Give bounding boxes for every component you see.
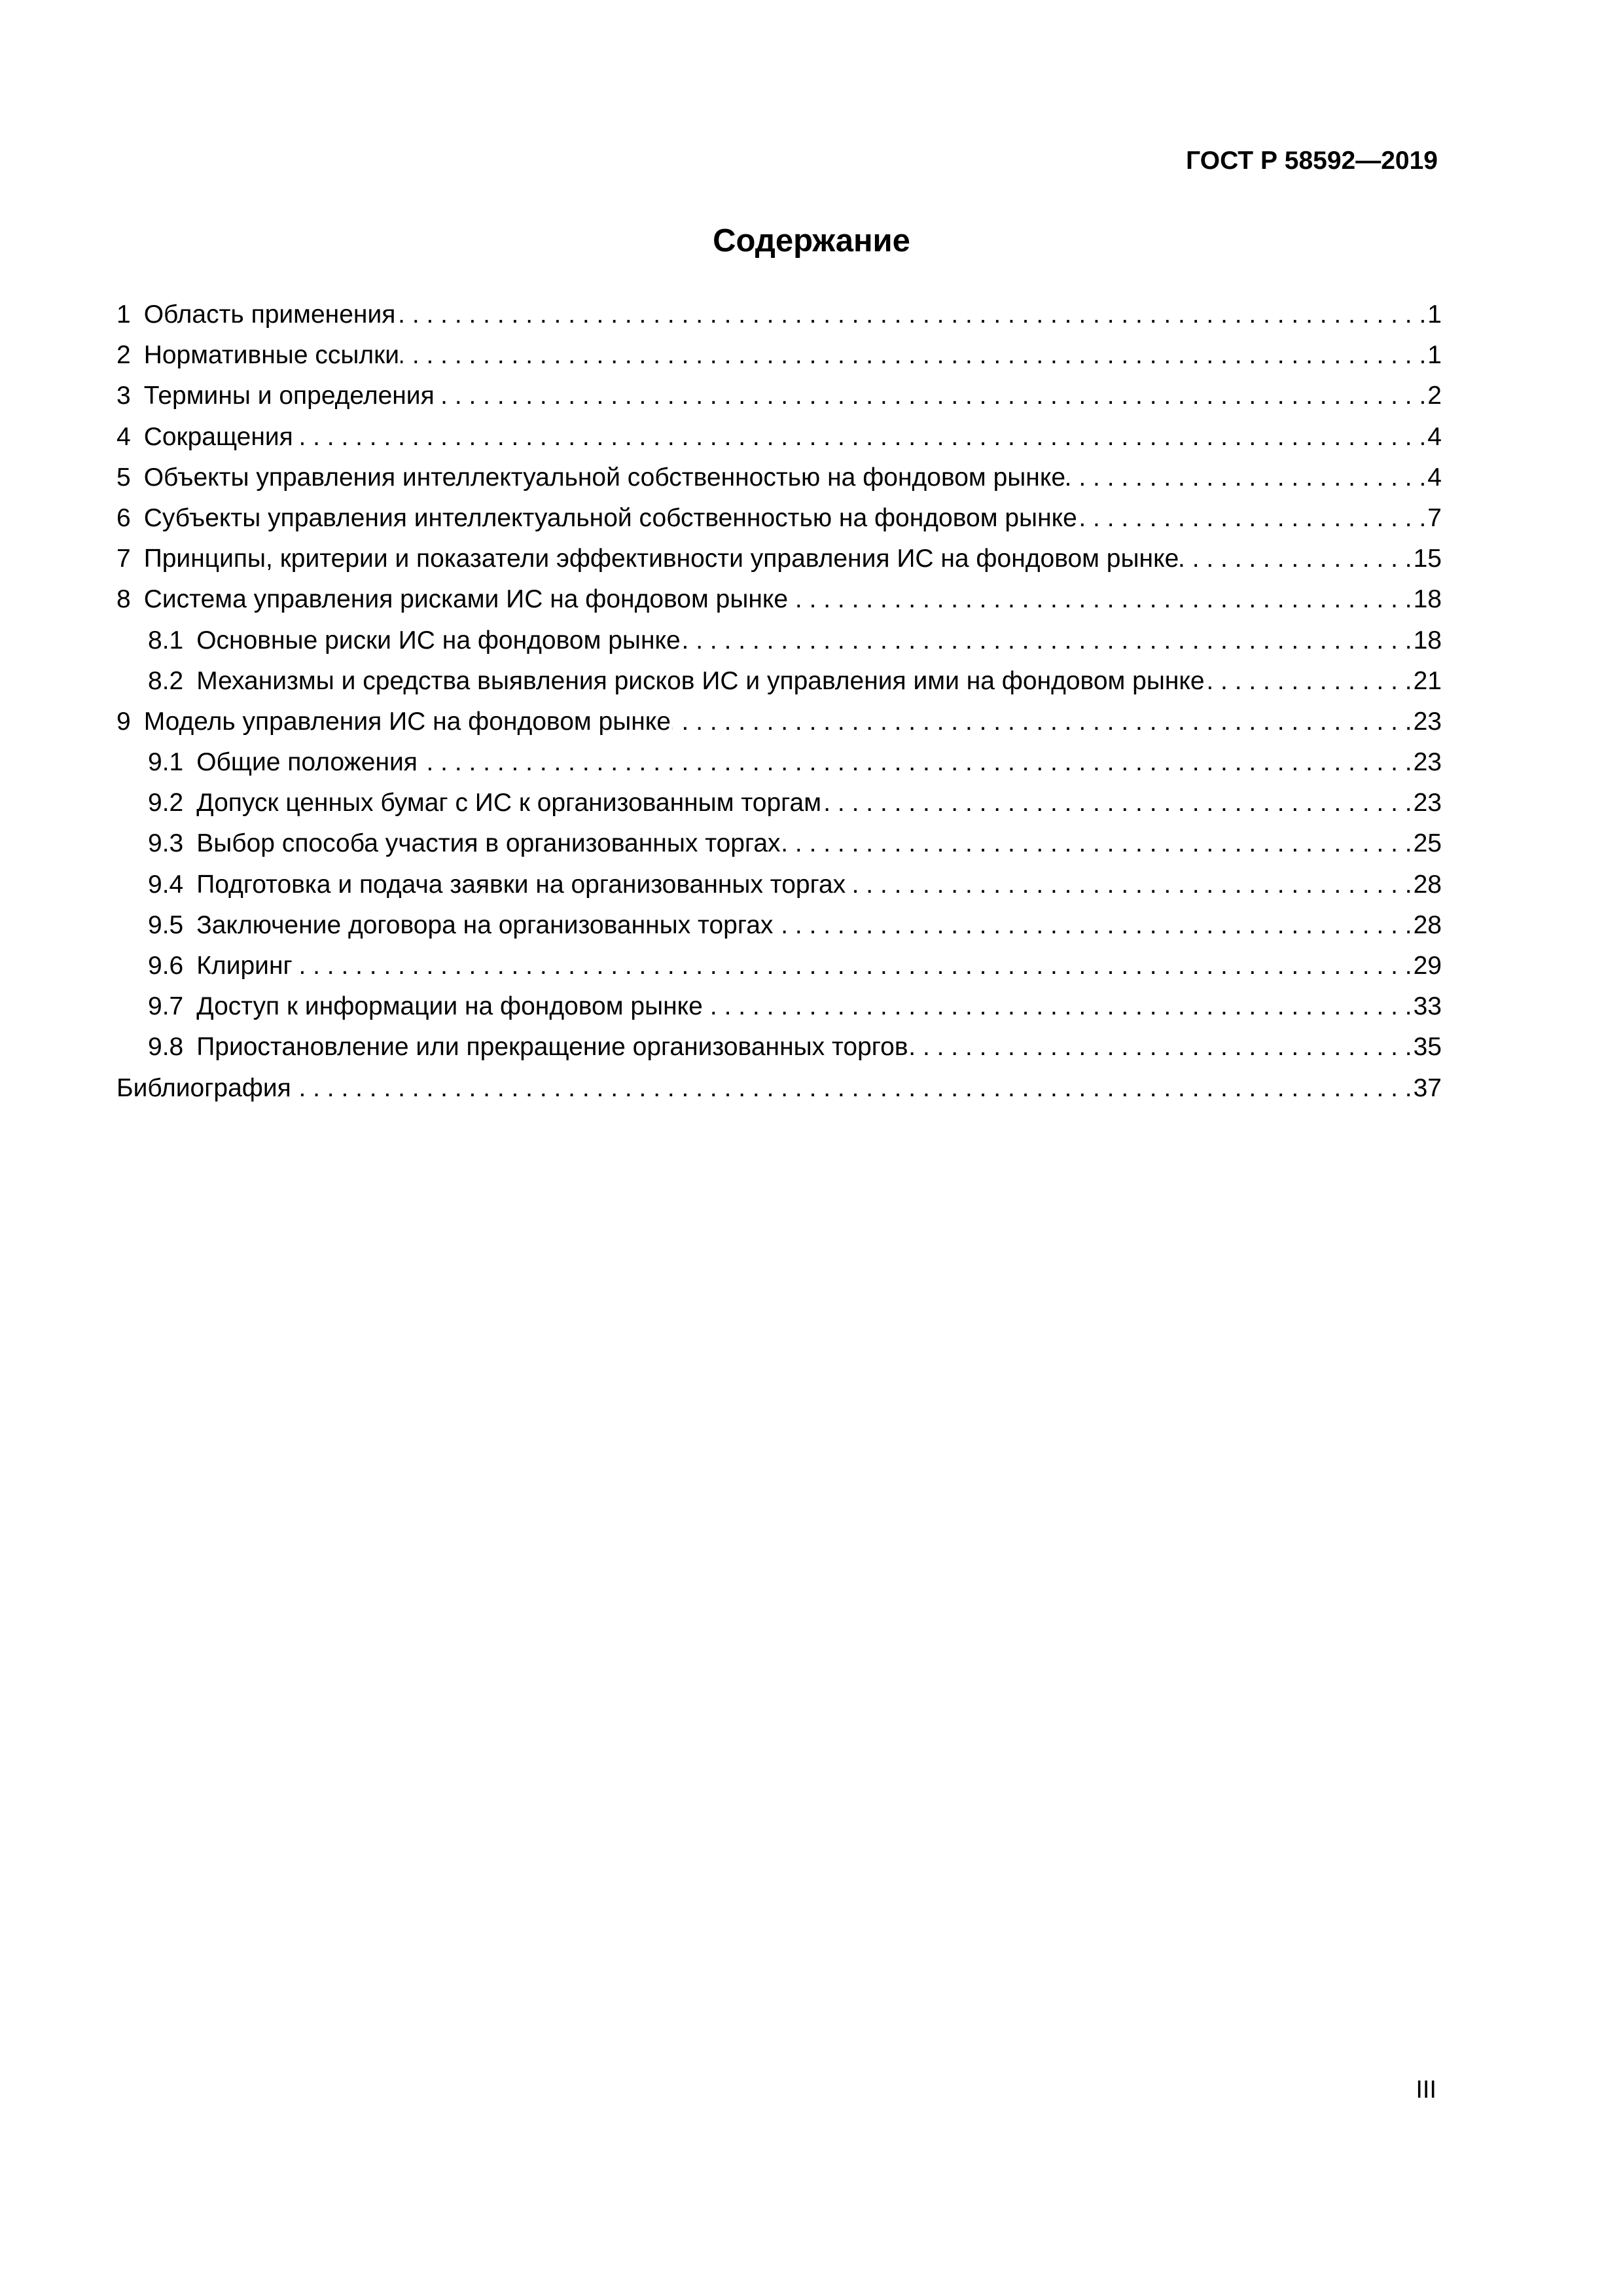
toc-entry-page: 23 xyxy=(1413,748,1442,777)
toc-dot-leader xyxy=(291,1068,1414,1109)
toc-dot-leader xyxy=(293,946,1414,986)
toc-entry-page: 4 xyxy=(1427,463,1442,492)
toc-entry-title: Механизмы и средства выявления рисков ИС и управления ими на фондовом рынке xyxy=(196,666,1205,695)
toc-entry-title: Термины и определения xyxy=(143,382,435,410)
toc-dot-leader xyxy=(821,783,1414,823)
toc-entry-page: 37 xyxy=(1413,1073,1442,1102)
toc-entry-title: Область применения xyxy=(143,300,396,329)
toc-entry-page: 7 xyxy=(1427,503,1442,532)
toc-entry-title: Допуск ценных бумаг с ИС к организованным торгам xyxy=(196,789,822,817)
toc-entry-number: 9.5 xyxy=(148,910,184,939)
toc-entry-page: 28 xyxy=(1413,870,1442,899)
toc-dot-leader xyxy=(1077,498,1428,539)
toc-entry[interactable] xyxy=(116,620,1442,661)
toc-entry-title: Доступ к информации на фондовом рынке xyxy=(196,992,703,1021)
toc-dot-leader xyxy=(788,579,1414,620)
toc-entry-number: 8 xyxy=(116,585,131,614)
toc-entry[interactable] xyxy=(116,742,1442,783)
toc-entry[interactable] xyxy=(116,1068,1442,1109)
toc-entry[interactable] xyxy=(116,946,1442,986)
toc-entry-title: Основные риски ИС на фондовом рынке xyxy=(196,626,681,655)
toc-dot-leader xyxy=(435,376,1428,416)
toc-entry[interactable] xyxy=(116,865,1442,905)
toc-entry-title: Объекты управления интеллектуальной собственностью на фондовом рынке xyxy=(143,463,1066,492)
toc-dot-leader xyxy=(773,905,1413,946)
toc-entry-number: 1 xyxy=(116,300,131,329)
toc-entry[interactable] xyxy=(116,1027,1442,1067)
toc-entry-title: Система управления рисками ИС на фондовом рынке xyxy=(143,585,789,614)
toc-title: Содержание xyxy=(713,223,910,259)
toc-entry-number: 9 xyxy=(116,707,131,736)
toc-entry[interactable] xyxy=(116,905,1442,946)
toc-entry-title: Клиринг xyxy=(196,952,293,980)
toc-dot-leader xyxy=(703,986,1414,1027)
page-number: III xyxy=(1416,2076,1436,2104)
toc-entry-title: Принципы, критерии и показатели эффективности управления ИС на фондовом рынке xyxy=(143,545,1179,573)
toc-entry[interactable] xyxy=(116,376,1442,416)
toc-entry-number: 9.2 xyxy=(148,789,184,817)
toc-entry[interactable] xyxy=(116,417,1442,457)
toc-entry-title: Нормативные ссылки xyxy=(143,341,399,370)
toc-entry[interactable] xyxy=(116,783,1442,823)
toc-entry-title: Сокращения xyxy=(143,422,293,451)
toc-entry-number: 6 xyxy=(116,503,131,532)
toc-entry-title: Модель управления ИС на фондовом рынке xyxy=(143,707,671,736)
toc-entry-page: 23 xyxy=(1413,789,1442,817)
toc-entry-number: 9.3 xyxy=(148,829,184,858)
toc-entry-title: Общие положения xyxy=(196,748,418,777)
toc-entry-number: 9.1 xyxy=(148,748,184,777)
toc-dot-leader xyxy=(1205,661,1414,702)
toc-entry-title: Заключение договора на организованных торгах xyxy=(196,910,774,939)
toc-entry-page: 29 xyxy=(1413,952,1442,980)
toc-entry[interactable] xyxy=(116,823,1442,864)
toc-entry-page: 18 xyxy=(1413,626,1442,655)
toc-dot-leader xyxy=(1179,539,1413,579)
toc-dot-leader xyxy=(293,417,1428,457)
toc-entry-title: Субъекты управления интеллектуальной собственностью на фондовом рынке xyxy=(143,503,1077,532)
toc-entry-number: 2 xyxy=(116,341,131,370)
toc-entry[interactable] xyxy=(116,661,1442,702)
toc-entry[interactable] xyxy=(116,457,1442,498)
toc-entry-page: 21 xyxy=(1413,666,1442,695)
toc-dot-leader xyxy=(1065,457,1427,498)
toc-entry-page: 33 xyxy=(1413,992,1442,1021)
toc-entry-number: 9.4 xyxy=(148,870,184,899)
toc-entry[interactable] xyxy=(116,579,1442,620)
toc-entry-page: 23 xyxy=(1413,707,1442,736)
toc-entry-page: 1 xyxy=(1427,300,1442,329)
toc-entry-page: 28 xyxy=(1413,910,1442,939)
toc-entry-page: 1 xyxy=(1427,341,1442,370)
toc-dot-leader xyxy=(418,742,1414,783)
toc-entry-number: 4 xyxy=(116,422,131,451)
toc-dot-leader xyxy=(395,295,1427,335)
toc-dot-leader xyxy=(781,823,1414,864)
toc-entry-number: 3 xyxy=(116,382,131,410)
toc-entry-page: 4 xyxy=(1427,422,1442,451)
toc-entry-page: 35 xyxy=(1413,1033,1442,1062)
toc-entry-number: 9.7 xyxy=(148,992,184,1021)
toc-entry-number: 8.2 xyxy=(148,666,184,695)
toc-dot-leader xyxy=(399,335,1427,376)
toc-entry-page: 2 xyxy=(1427,382,1442,410)
toc-entry[interactable] xyxy=(116,335,1442,376)
toc-dot-leader xyxy=(908,1027,1414,1067)
toc-entry[interactable] xyxy=(116,498,1442,539)
toc-entry[interactable] xyxy=(116,539,1442,579)
toc-dot-leader xyxy=(681,620,1414,661)
toc-entry[interactable] xyxy=(116,986,1442,1027)
toc-entry-page: 18 xyxy=(1413,585,1442,614)
toc-entry-number: 8.1 xyxy=(148,626,184,655)
toc-entry-number: 9.8 xyxy=(148,1033,184,1062)
toc-entry[interactable] xyxy=(116,702,1442,742)
table-of-contents xyxy=(116,295,1442,1109)
toc-entry-title: Выбор способа участия в организованных торгах xyxy=(196,829,781,858)
toc-dot-leader xyxy=(671,702,1414,742)
toc-entry-number: 5 xyxy=(116,463,131,492)
toc-entry-number: 9.6 xyxy=(148,952,184,980)
toc-entry-number: 7 xyxy=(116,545,131,573)
toc-entry-title: Библиография xyxy=(116,1073,291,1102)
toc-entry-title: Приостановление или прекращение организованных торгов xyxy=(196,1033,908,1062)
toc-dot-leader xyxy=(846,865,1413,905)
toc-entry-title: Подготовка и подача заявки на организованных торгах xyxy=(196,870,846,899)
toc-entry[interactable] xyxy=(116,295,1442,335)
document-code: ГОСТ Р 58592—2019 xyxy=(1186,147,1438,175)
toc-entry-page: 25 xyxy=(1413,829,1442,858)
toc-entry-page: 15 xyxy=(1413,545,1442,573)
